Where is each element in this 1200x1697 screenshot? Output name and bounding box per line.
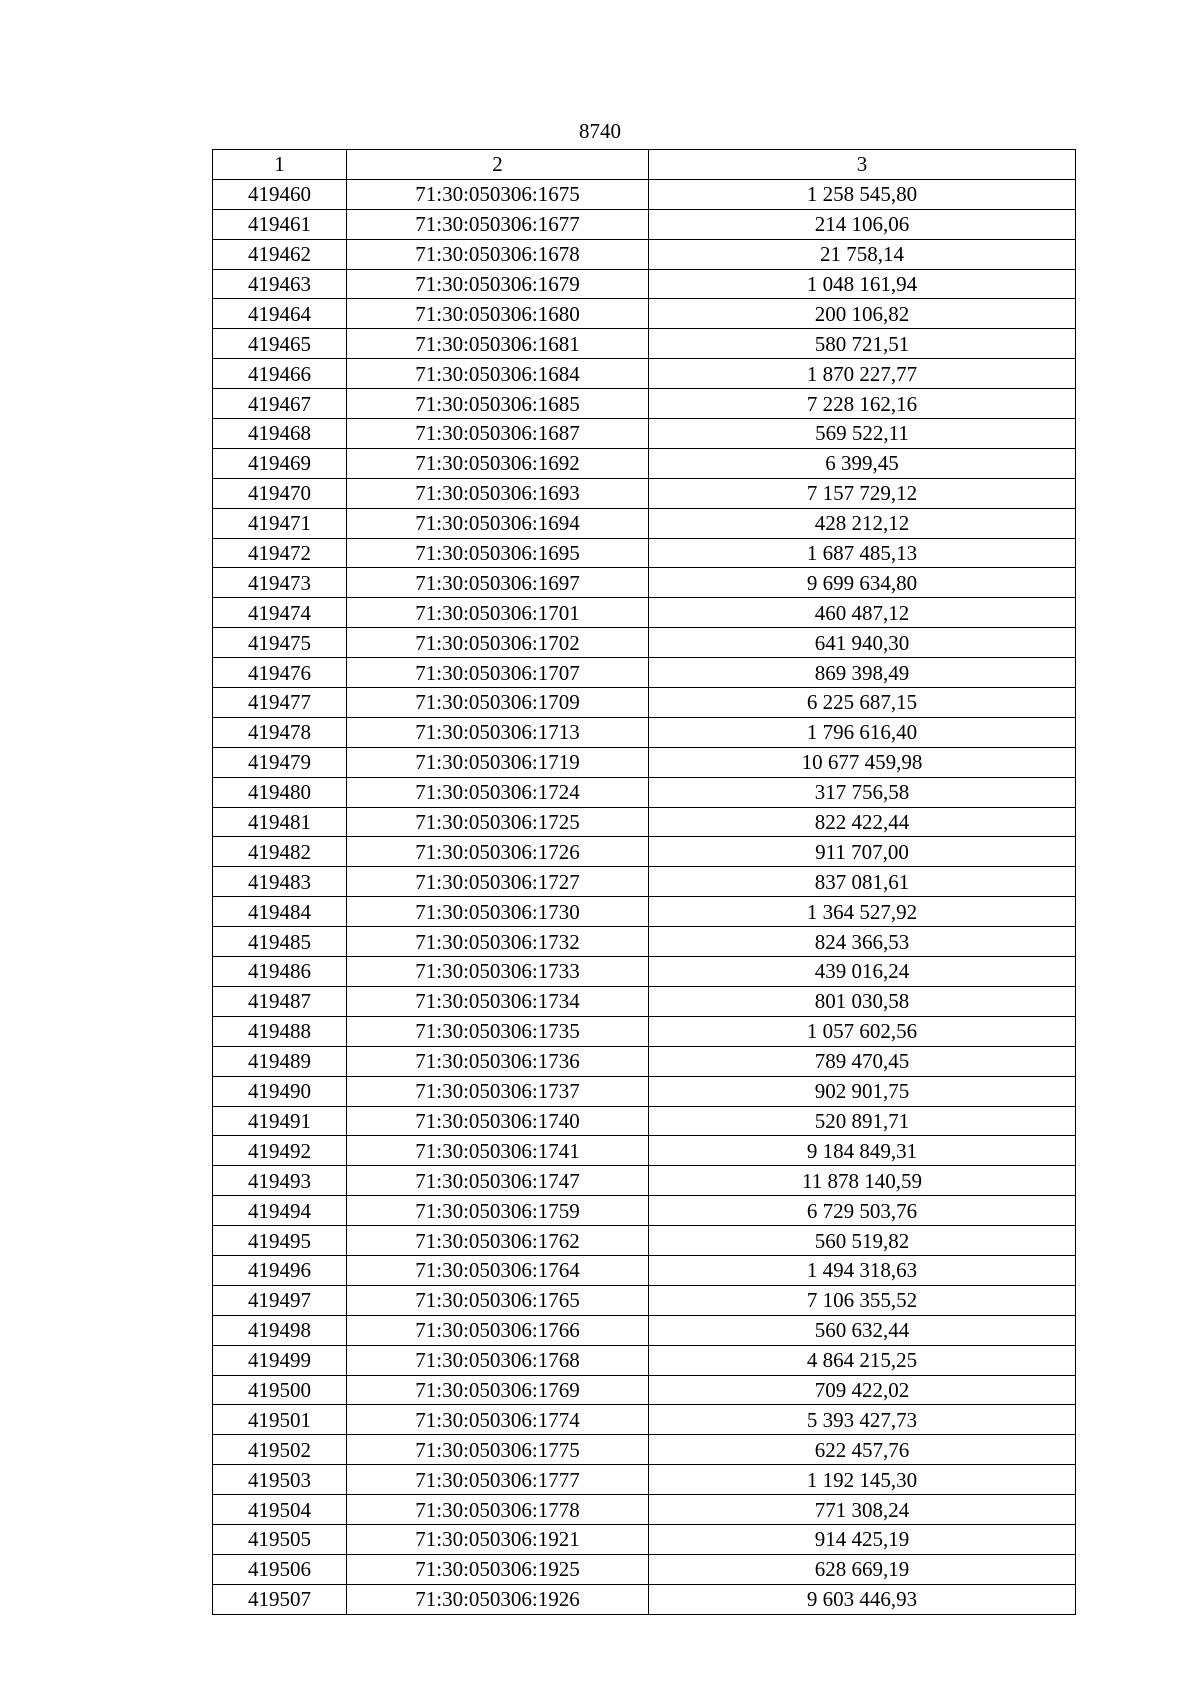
cadastral-value-cell: 1 687 485,13 (649, 538, 1076, 568)
cadastral-value-cell: 628 669,19 (649, 1554, 1076, 1584)
table-row (213, 807, 1076, 837)
table-row (213, 747, 1076, 777)
table-row (213, 628, 1076, 658)
table-row (213, 1106, 1076, 1136)
cadastral-value-cell: 1 870 227,77 (649, 359, 1076, 389)
cadastral-value-cell: 7 106 355,52 (649, 1285, 1076, 1315)
row-number-cell: 419500 (213, 1375, 347, 1405)
cadastral-value-cell: 4 864 215,25 (649, 1345, 1076, 1375)
row-number-cell: 419473 (213, 568, 347, 598)
cadastral-number-cell: 71:30:050306:1736 (347, 1046, 649, 1076)
cadastral-number-cell: 71:30:050306:1681 (347, 329, 649, 359)
cadastral-number-cell: 71:30:050306:1678 (347, 239, 649, 269)
cadastral-number-cell: 71:30:050306:1747 (347, 1166, 649, 1196)
row-number-cell: 419484 (213, 897, 347, 927)
row-number-cell: 419503 (213, 1465, 347, 1495)
row-number-cell: 419468 (213, 419, 347, 449)
cadastral-number-cell: 71:30:050306:1740 (347, 1106, 649, 1136)
table-row (213, 1076, 1076, 1106)
cadastral-value-cell: 914 425,19 (649, 1524, 1076, 1554)
cadastral-number-cell: 71:30:050306:1726 (347, 837, 649, 867)
cadastral-number-cell: 71:30:050306:1677 (347, 209, 649, 239)
cadastral-value-cell: 1 364 527,92 (649, 897, 1076, 927)
table-row (213, 1405, 1076, 1435)
table-row (213, 269, 1076, 299)
table-row (213, 299, 1076, 329)
row-number-cell: 419483 (213, 867, 347, 897)
table-row (213, 239, 1076, 269)
cadastral-number-cell: 71:30:050306:1778 (347, 1495, 649, 1525)
row-number-cell: 419506 (213, 1554, 347, 1584)
cadastral-value-cell: 5 393 427,73 (649, 1405, 1076, 1435)
row-number-cell: 419470 (213, 478, 347, 508)
table-row (213, 538, 1076, 568)
cadastral-number-cell: 71:30:050306:1764 (347, 1255, 649, 1285)
cadastral-number-cell: 71:30:050306:1732 (347, 927, 649, 957)
cadastral-number-cell: 71:30:050306:1694 (347, 508, 649, 538)
cadastral-number-cell: 71:30:050306:1719 (347, 747, 649, 777)
cadastral-number-cell: 71:30:050306:1768 (347, 1345, 649, 1375)
row-number-cell: 419467 (213, 389, 347, 419)
row-number-cell: 419486 (213, 957, 347, 987)
table-row (213, 957, 1076, 987)
row-number-cell: 419497 (213, 1285, 347, 1315)
row-number-cell: 419490 (213, 1076, 347, 1106)
cadastral-value-cell: 439 016,24 (649, 957, 1076, 987)
page-number: 8740 (579, 119, 621, 143)
cadastral-value-cell: 801 030,58 (649, 986, 1076, 1016)
table-body (213, 150, 1076, 1615)
cadastral-number-cell: 71:30:050306:1759 (347, 1196, 649, 1226)
header-cell-1: 1 (213, 150, 347, 180)
cadastral-value-cell: 6 399,45 (649, 448, 1076, 478)
table-row (213, 1495, 1076, 1525)
row-number-cell: 419465 (213, 329, 347, 359)
table-row (213, 1196, 1076, 1226)
table-row (213, 1136, 1076, 1166)
row-number-cell: 419499 (213, 1345, 347, 1375)
cadastral-number-cell: 71:30:050306:1769 (347, 1375, 649, 1405)
table-row (213, 897, 1076, 927)
cadastral-number-cell: 71:30:050306:1765 (347, 1285, 649, 1315)
cadastral-value-cell: 428 212,12 (649, 508, 1076, 538)
table-row (213, 179, 1076, 209)
cadastral-value-cell: 1 057 602,56 (649, 1016, 1076, 1046)
row-number-cell: 419505 (213, 1524, 347, 1554)
cadastral-value-cell: 902 901,75 (649, 1076, 1076, 1106)
cadastral-number-cell: 71:30:050306:1921 (347, 1524, 649, 1554)
cadastral-number-cell: 71:30:050306:1684 (347, 359, 649, 389)
cadastral-value-cell: 1 796 616,40 (649, 717, 1076, 747)
header-cell-2: 2 (347, 150, 649, 180)
cadastral-number-cell: 71:30:050306:1741 (347, 1136, 649, 1166)
cadastral-number-cell: 71:30:050306:1693 (347, 478, 649, 508)
table-row (213, 419, 1076, 449)
cadastral-value-cell: 317 756,58 (649, 777, 1076, 807)
cadastral-value-cell: 6 225 687,15 (649, 688, 1076, 718)
table-row (213, 1315, 1076, 1345)
cadastral-value-cell: 7 228 162,16 (649, 389, 1076, 419)
cadastral-number-cell: 71:30:050306:1766 (347, 1315, 649, 1345)
cadastral-number-cell: 71:30:050306:1701 (347, 598, 649, 628)
cadastral-value-cell: 709 422,02 (649, 1375, 1076, 1405)
table-row (213, 1255, 1076, 1285)
table-row (213, 1046, 1076, 1076)
cadastral-value-cell: 1 258 545,80 (649, 179, 1076, 209)
cadastral-number-cell: 71:30:050306:1713 (347, 717, 649, 747)
table-row (213, 448, 1076, 478)
cadastral-value-cell: 1 048 161,94 (649, 269, 1076, 299)
cadastral-value-cell: 560 632,44 (649, 1315, 1076, 1345)
cadastral-number-cell: 71:30:050306:1697 (347, 568, 649, 598)
table-row (213, 986, 1076, 1016)
row-number-cell: 419487 (213, 986, 347, 1016)
table-row (213, 1345, 1076, 1375)
cadastral-value-cell: 822 422,44 (649, 807, 1076, 837)
cadastral-value-cell: 869 398,49 (649, 658, 1076, 688)
row-number-cell: 419466 (213, 359, 347, 389)
row-number-cell: 419496 (213, 1255, 347, 1285)
table-row (213, 1375, 1076, 1405)
table-row (213, 1016, 1076, 1046)
table-row (213, 1524, 1076, 1554)
row-number-cell: 419478 (213, 717, 347, 747)
cadastral-number-cell: 71:30:050306:1679 (347, 269, 649, 299)
row-number-cell: 419462 (213, 239, 347, 269)
table-row (213, 1166, 1076, 1196)
cadastral-number-cell: 71:30:050306:1675 (347, 179, 649, 209)
row-number-cell: 419476 (213, 658, 347, 688)
table-row (213, 389, 1076, 419)
row-number-cell: 419475 (213, 628, 347, 658)
table-row (213, 867, 1076, 897)
row-number-cell: 419495 (213, 1226, 347, 1256)
cadastral-value-cell: 200 106,82 (649, 299, 1076, 329)
table-row (213, 927, 1076, 957)
cadastral-number-cell: 71:30:050306:1692 (347, 448, 649, 478)
row-number-cell: 419492 (213, 1136, 347, 1166)
cadastral-value-cell: 837 081,61 (649, 867, 1076, 897)
cadastral-number-cell: 71:30:050306:1925 (347, 1554, 649, 1584)
cadastral-number-cell: 71:30:050306:1762 (347, 1226, 649, 1256)
row-number-cell: 419463 (213, 269, 347, 299)
row-number-cell: 419488 (213, 1016, 347, 1046)
cadastral-value-cell: 11 878 140,59 (649, 1166, 1076, 1196)
cadastral-value-cell: 560 519,82 (649, 1226, 1076, 1256)
cadastral-value-cell: 460 487,12 (649, 598, 1076, 628)
table-row (213, 359, 1076, 389)
table-row (213, 329, 1076, 359)
table-row (213, 717, 1076, 747)
cadastral-value-cell: 580 721,51 (649, 329, 1076, 359)
row-number-cell: 419498 (213, 1315, 347, 1345)
table-row (213, 508, 1076, 538)
row-number-cell: 419472 (213, 538, 347, 568)
table-row (213, 1465, 1076, 1495)
cadastral-number-cell: 71:30:050306:1774 (347, 1405, 649, 1435)
table-row (213, 1584, 1076, 1614)
table-row (213, 568, 1076, 598)
cadastral-value-cell: 1 494 318,63 (649, 1255, 1076, 1285)
table-row (213, 837, 1076, 867)
table-row (213, 658, 1076, 688)
cadastral-number-cell: 71:30:050306:1735 (347, 1016, 649, 1046)
cadastral-value-cell: 641 940,30 (649, 628, 1076, 658)
cadastral-number-cell: 71:30:050306:1733 (347, 957, 649, 987)
cadastral-value-cell: 1 192 145,30 (649, 1465, 1076, 1495)
cadastral-value-cell: 520 891,71 (649, 1106, 1076, 1136)
cadastral-number-cell: 71:30:050306:1734 (347, 986, 649, 1016)
row-number-cell: 419469 (213, 448, 347, 478)
cadastral-number-cell: 71:30:050306:1730 (347, 897, 649, 927)
cadastral-value-cell: 10 677 459,98 (649, 747, 1076, 777)
cadastral-value-cell: 622 457,76 (649, 1435, 1076, 1465)
row-number-cell: 419502 (213, 1435, 347, 1465)
cadastral-number-cell: 71:30:050306:1695 (347, 538, 649, 568)
cadastral-number-cell: 71:30:050306:1680 (347, 299, 649, 329)
cadastral-number-cell: 71:30:050306:1775 (347, 1435, 649, 1465)
row-number-cell: 419477 (213, 688, 347, 718)
header-cell-3: 3 (649, 150, 1076, 180)
row-number-cell: 419494 (213, 1196, 347, 1226)
cadastral-value-cell: 911 707,00 (649, 837, 1076, 867)
table-row (213, 688, 1076, 718)
row-number-cell: 419464 (213, 299, 347, 329)
cadastral-number-cell: 71:30:050306:1777 (347, 1465, 649, 1495)
row-number-cell: 419485 (213, 927, 347, 957)
cadastral-number-cell: 71:30:050306:1709 (347, 688, 649, 718)
row-number-cell: 419482 (213, 837, 347, 867)
row-number-cell: 419471 (213, 508, 347, 538)
cadastral-value-cell: 771 308,24 (649, 1495, 1076, 1525)
cadastral-value-cell: 9 184 849,31 (649, 1136, 1076, 1166)
cadastral-value-cell: 6 729 503,76 (649, 1196, 1076, 1226)
table-row (213, 1435, 1076, 1465)
row-number-cell: 419480 (213, 777, 347, 807)
row-number-cell: 419461 (213, 209, 347, 239)
row-number-cell: 419460 (213, 179, 347, 209)
cadastral-number-cell: 71:30:050306:1727 (347, 867, 649, 897)
table-row (213, 209, 1076, 239)
cadastral-value-cell: 789 470,45 (649, 1046, 1076, 1076)
row-number-cell: 419481 (213, 807, 347, 837)
cadastral-number-cell: 71:30:050306:1926 (347, 1584, 649, 1614)
cadastral-value-cell: 824 366,53 (649, 927, 1076, 957)
row-number-cell: 419507 (213, 1584, 347, 1614)
row-number-cell: 419474 (213, 598, 347, 628)
cadastral-number-cell: 71:30:050306:1737 (347, 1076, 649, 1106)
cadastral-value-cell: 7 157 729,12 (649, 478, 1076, 508)
table-row (213, 598, 1076, 628)
cadastral-value-cell: 9 699 634,80 (649, 568, 1076, 598)
row-number-cell: 419489 (213, 1046, 347, 1076)
cadastral-number-cell: 71:30:050306:1687 (347, 419, 649, 449)
cadastral-value-table (212, 149, 1076, 1615)
table-row (213, 478, 1076, 508)
cadastral-number-cell: 71:30:050306:1725 (347, 807, 649, 837)
cadastral-value-cell: 214 106,06 (649, 209, 1076, 239)
row-number-cell: 419491 (213, 1106, 347, 1136)
row-number-cell: 419501 (213, 1405, 347, 1435)
row-number-cell: 419504 (213, 1495, 347, 1525)
table-row (213, 777, 1076, 807)
row-number-cell: 419493 (213, 1166, 347, 1196)
header-row (213, 150, 1076, 180)
table-row (213, 1226, 1076, 1256)
cadastral-number-cell: 71:30:050306:1702 (347, 628, 649, 658)
cadastral-value-cell: 569 522,11 (649, 419, 1076, 449)
row-number-cell: 419479 (213, 747, 347, 777)
table-row (213, 1554, 1076, 1584)
cadastral-number-cell: 71:30:050306:1724 (347, 777, 649, 807)
cadastral-number-cell: 71:30:050306:1685 (347, 389, 649, 419)
cadastral-value-cell: 9 603 446,93 (649, 1584, 1076, 1614)
cadastral-number-cell: 71:30:050306:1707 (347, 658, 649, 688)
table-row (213, 1285, 1076, 1315)
cadastral-value-cell: 21 758,14 (649, 239, 1076, 269)
